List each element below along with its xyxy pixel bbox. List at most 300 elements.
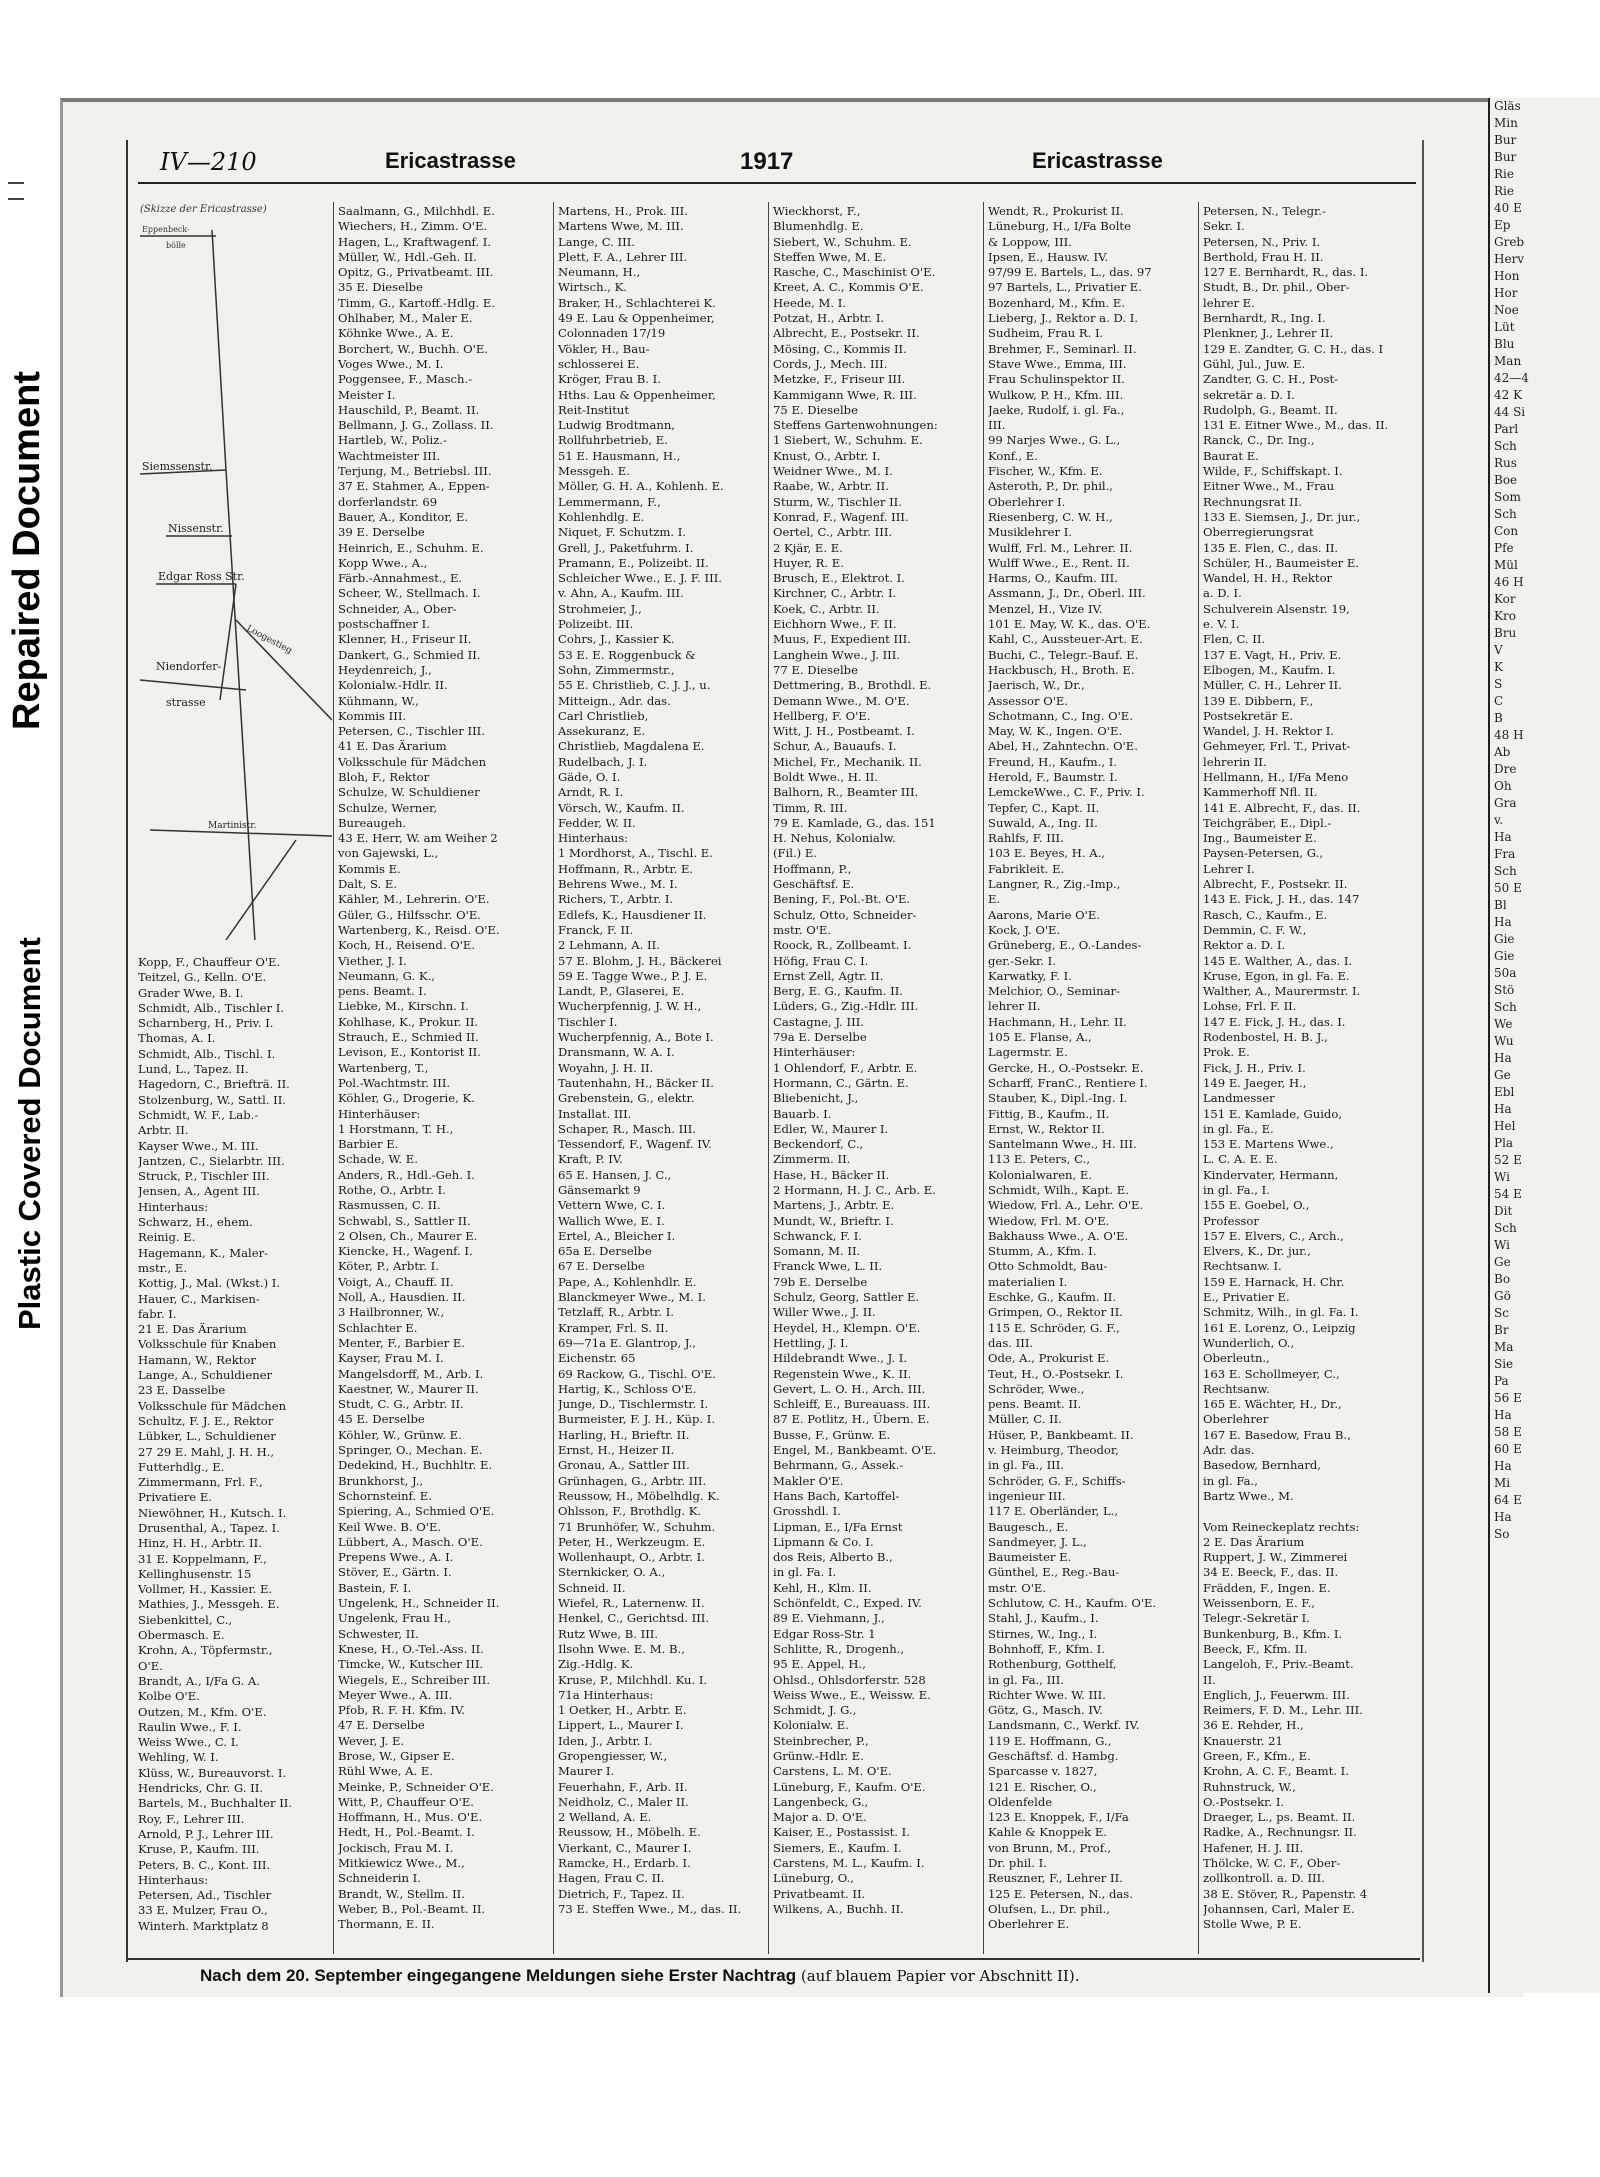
directory-entry: Strohmeier, J.,: [558, 601, 642, 616]
directory-entry: Grünhagen, G., Arbtr. III.: [558, 1473, 707, 1488]
directory-entry: Menter, F., Barbier E.: [338, 1335, 465, 1350]
directory-entry: Schlutow, C. H., Kaufm. O'E.: [988, 1596, 1157, 1611]
directory-entry: Gäde, O. I.: [558, 769, 621, 784]
adjacent-page-fragment: Hon: [1494, 269, 1520, 283]
directory-entry: mstr. O'E.: [988, 1580, 1047, 1595]
directory-entry: Bakhauss Wwe., A. O'E.: [988, 1228, 1129, 1243]
directory-entry: Poggensee, F., Masch.-: [338, 372, 473, 387]
adjacent-page-fragment: Sie: [1494, 1357, 1514, 1371]
directory-entry: Hartleb, W., Poliz.-: [338, 433, 447, 448]
directory-entry: Grünw.-Hdlr. E.: [773, 1748, 864, 1763]
directory-entry: Lipmann & Co. I.: [773, 1534, 874, 1549]
directory-entry: Fischer, W., Kfm. E.: [988, 464, 1103, 479]
directory-entry: Stirnes, W., Ing., I.: [988, 1626, 1098, 1641]
directory-entry: Rechnungsrat II.: [1203, 494, 1302, 509]
directory-entry: L. C. A. E. E.: [1203, 1152, 1278, 1167]
directory-entry: schlosserei E.: [558, 356, 640, 371]
directory-entry: Lüneburg, F., Kaufm. O'E.: [773, 1779, 926, 1794]
directory-entry: Roy, F., Lehrer III.: [138, 1811, 245, 1826]
directory-entry: Weissenborn, E. F.,: [1203, 1596, 1315, 1611]
directory-entry: Brose, W., Gipser E.: [338, 1748, 455, 1763]
directory-entry: Schmidt, Wilh., Kapt. E.: [988, 1183, 1129, 1197]
adjacent-page-fragment: Pfe: [1494, 541, 1514, 555]
directory-entry: Somann, M. II.: [773, 1244, 861, 1259]
directory-entry: Müller, C. H., Lehrer II.: [1203, 678, 1342, 693]
directory-entry: Sekr. I.: [1203, 219, 1245, 234]
directory-entry: Makler O'E.: [773, 1473, 844, 1488]
directory-entry: Güler, G., Hilfsschr. O'E.: [338, 907, 481, 922]
directory-entry: Michel, Fr., Mechanik. II.: [773, 754, 922, 769]
adjacent-page-fragment: S: [1494, 677, 1503, 691]
directory-entry: sekretär a. D. I.: [1203, 387, 1295, 402]
adjacent-page-fragment: Sch: [1494, 507, 1517, 521]
directory-column-5: [988, 204, 1195, 1933]
directory-entry: Mangelsdorff, M., Arb. I.: [338, 1366, 484, 1381]
directory-entry: Reit-Institut: [558, 402, 630, 417]
directory-entry: Gänsemarkt 9: [558, 1183, 641, 1197]
adjacent-page-fragment: Ha: [1494, 830, 1512, 844]
directory-entry: Wollenhaupt, O., Arbtr. I.: [558, 1550, 705, 1565]
adjacent-page-fragment: 42—4: [1494, 371, 1529, 385]
directory-entry: Weidner Wwe., M. I.: [773, 464, 893, 479]
directory-entry: Blanckmeyer Wwe., M. I.: [558, 1290, 706, 1305]
directory-entry: Saalmann, G., Milchhdl. E.: [338, 204, 495, 218]
directory-entry: Schwester, II.: [338, 1626, 419, 1641]
directory-entry: Scharnberg, H., Priv. I.: [138, 1016, 274, 1031]
directory-entry: Wandel, J. H. Rektor I.: [1203, 724, 1334, 739]
directory-entry: Sudheim, Frau R. I.: [988, 326, 1104, 341]
directory-entry: Thormann, E. II.: [338, 1917, 435, 1932]
directory-entry: Teut, H., O.-Postsekr. I.: [988, 1366, 1124, 1381]
directory-entry: Konf., E.: [988, 448, 1038, 463]
directory-entry: 97/99 E. Bartels, L., das. 97: [988, 265, 1152, 280]
directory-entry: Hinterhäuser:: [338, 1106, 421, 1121]
directory-entry: 161 E. Lorenz, O., Leipzig: [1203, 1320, 1356, 1335]
directory-entry: Hagen, Frau C. II.: [558, 1871, 665, 1886]
adjacent-page-fragment: 48 H: [1494, 728, 1524, 742]
directory-entry: Grader Wwe, B. I.: [138, 985, 244, 1000]
map-label-edgar-ross-str: Edgar Ross Str.: [158, 570, 245, 583]
directory-entry: Volksschule für Mädchen: [138, 1398, 287, 1413]
adjacent-page-fragment: Min: [1494, 116, 1518, 130]
directory-entry: Muus, F., Expedient III.: [773, 632, 911, 647]
directory-entry: Walther, A., Maurermstr. I.: [1203, 984, 1361, 999]
directory-entry: Volksschule für Knaben: [138, 1337, 277, 1352]
directory-entry: Stave Wwe., Emma, III.: [988, 356, 1127, 371]
directory-entry: Polizeibt. III.: [558, 617, 634, 632]
directory-entry: Reimers, F. D. M., Lehr. III.: [1203, 1703, 1363, 1718]
directory-entry: 59 E. Tagge Wwe., P. J. E.: [558, 968, 708, 983]
directory-entry: Möller, G. H. A., Kohlenh. E.: [558, 479, 724, 494]
directory-entry: Radke, A., Rechnungsr. II.: [1203, 1825, 1357, 1840]
directory-entry: Schaper, R., Masch. III.: [558, 1121, 697, 1136]
directory-entry: 49 E. Lau & Oppenheimer,: [558, 311, 715, 326]
directory-entry: Fittig, B., Kaufm., II.: [988, 1106, 1110, 1121]
directory-entry: Bohnhoff, F., Kfm. I.: [988, 1641, 1105, 1656]
directory-entry: Berthold, Frau H. II.: [1203, 249, 1324, 264]
adjacent-page-fragment: Hel: [1494, 1119, 1516, 1133]
directory-entry: Kellinghusenstr. 15: [138, 1566, 252, 1581]
directory-entry: Schneid. II.: [558, 1580, 626, 1595]
directory-entry: Stauber, K., Dipl.-Ing. I.: [988, 1091, 1128, 1106]
directory-entry: Wartenberg, T.,: [338, 1060, 429, 1075]
directory-entry: Dr. phil. I.: [988, 1856, 1047, 1871]
directory-entry: Jaeke, Rudolf, i. gl. Fa.,: [988, 402, 1125, 417]
directory-entry: e. V. I.: [1203, 617, 1240, 632]
directory-entry: 65 E. Hansen, J. C.,: [558, 1167, 672, 1182]
directory-entry: Eitner Wwe., M., Frau: [1203, 479, 1335, 494]
directory-entry: Steinbrecher, P.,: [773, 1733, 869, 1748]
adjacent-page-fragment: B: [1494, 711, 1503, 725]
directory-entry: Kähler, M., Lehrerin. O'E.: [338, 892, 490, 907]
directory-entry: Otto Schmoldt, Bau-: [988, 1259, 1108, 1274]
directory-entry: 115 E. Schröder, G. F.,: [988, 1320, 1120, 1335]
directory-entry: Green, F., Kfm., E.: [1203, 1748, 1311, 1763]
directory-entry: lehrer II.: [988, 999, 1041, 1014]
directory-entry: Rudolph, G., Beamt. II.: [1203, 402, 1338, 417]
directory-entry: Wandel, H. H., Rektor: [1203, 571, 1333, 586]
directory-entry: Teichgräber, E., Dipl.-: [1203, 815, 1332, 830]
adjacent-page-fragment: 42 K: [1494, 388, 1523, 402]
directory-entry: 87 E. Potlitz, H., Übern. E.: [773, 1412, 930, 1427]
directory-entry: Stöver, E., Gärtn. I.: [338, 1565, 452, 1580]
adjacent-page-fragment: Bru: [1494, 626, 1517, 640]
directory-entry: Ohlhaber, M., Maler E.: [338, 311, 473, 326]
directory-entry: Vierkant, C., Maurer I.: [558, 1840, 692, 1855]
adjacent-page-fragment: Bo: [1494, 1272, 1511, 1286]
map-label-loogestieg: Loogestieg: [244, 623, 294, 657]
directory-entry: Hans Bach, Kartoffel-: [773, 1488, 900, 1503]
directory-entry: Sternkicker, O. A.,: [558, 1565, 666, 1580]
directory-entry: Kolbe O'E.: [138, 1689, 200, 1704]
directory-entry: Lübbert, A., Masch. O'E.: [338, 1534, 483, 1549]
map-label-strasse: strasse: [166, 696, 206, 709]
directory-entry: 95 E. Appel, H.,: [773, 1657, 866, 1672]
directory-entry: Geschäftsf. d. Hambg.: [988, 1748, 1119, 1763]
directory-entry: Gropengiesser, W.,: [558, 1748, 668, 1763]
directory-entry: Meister I.: [338, 387, 396, 402]
directory-entry: Schmidt, W. F., Lab.-: [138, 1107, 259, 1122]
directory-entry: Dettmering, B., Brothdl. E.: [773, 678, 932, 693]
directory-entry: Landt, P., Glaserei, E.: [558, 984, 685, 999]
directory-entry: Ernst, W., Rektor II.: [988, 1121, 1105, 1136]
directory-entry: Ilsohn Wwe. E. M. B.,: [558, 1641, 685, 1656]
directory-entry: Witt, P., Chauffeur O'E.: [338, 1794, 474, 1809]
directory-entry: Rothenburg, Gotthelf,: [988, 1657, 1117, 1672]
directory-entry: 117 E. Oberländer, L.,: [988, 1504, 1119, 1519]
directory-entry: Hildebrandt Wwe., J. I.: [773, 1351, 908, 1366]
directory-entry: Willer Wwe., J. II.: [773, 1305, 876, 1320]
directory-entry: Kruse, Egon, in gl. Fa. E.: [1203, 968, 1350, 983]
directory-entry: Flen, C. II.: [1203, 632, 1266, 647]
adjacent-page-fragment: 54 E: [1494, 1187, 1522, 1201]
directory-entry: 137 E. Vagt, H., Priv. E.: [1203, 647, 1342, 662]
adjacent-page-fragment: 64 E: [1494, 1493, 1522, 1507]
directory-entry: 47 E. Derselbe: [338, 1718, 425, 1733]
directory-entry: Scharff, FranC., Rentiere I.: [988, 1075, 1148, 1090]
directory-entry: O.-Postsekr. I.: [1203, 1794, 1285, 1809]
adjacent-page-fragment: Con: [1494, 524, 1519, 538]
directory-entry: 2 Welland, A. E.: [558, 1810, 652, 1825]
directory-entry: Wiechers, H., Zimm. O'E.: [338, 219, 488, 234]
directory-entry: Schulze, W. Schuldiener: [338, 785, 480, 800]
tick-mark: [8, 182, 24, 184]
directory-entry: Hackbusch, H., Broth. E.: [988, 662, 1135, 677]
directory-entry: 143 E. Fick, J. H., das. 147: [1203, 892, 1360, 907]
directory-entry: Heinrich, E., Schuhm. E.: [338, 540, 484, 555]
directory-entry: Heede, M. I.: [773, 295, 846, 310]
directory-entry: 34 E. Beeck, F., das. II.: [1203, 1565, 1339, 1580]
directory-entry: Rektor a. D. I.: [1203, 938, 1286, 953]
directory-entry: Schulverein Alsenstr. 19,: [1203, 601, 1350, 616]
year-title: 1917: [740, 148, 794, 175]
directory-entry: Johannsen, Carl, Maler E.: [1203, 1901, 1355, 1916]
directory-entry: Dankert, G., Schmied II.: [338, 647, 481, 662]
directory-entry: Thomas, A. I.: [138, 1031, 216, 1046]
directory-entry: Kopp Wwe., A.,: [338, 555, 428, 570]
directory-entry: Kaestner, W., Maurer II.: [338, 1381, 479, 1396]
directory-entry: Schönfeldt, C., Exped. IV.: [773, 1596, 922, 1611]
directory-entry: Kommis E.: [338, 861, 401, 876]
directory-entry: Günthel, E., Reg.-Bau-: [988, 1565, 1120, 1580]
directory-entry: Behrens Wwe., M. I.: [558, 877, 678, 892]
directory-entry: Santelmann Wwe., H. III.: [988, 1137, 1137, 1152]
directory-entry: Obermasch. E.: [138, 1628, 225, 1643]
directory-entry: Messgeh. E.: [558, 464, 630, 479]
directory-entry: Martens, J., Arbtr. E.: [773, 1198, 895, 1213]
directory-entry: v. Heimburg, Theodor,: [988, 1443, 1119, 1458]
adjacent-page-fragment: Ebl: [1494, 1085, 1515, 1099]
directory-entry: in gl. Fa., E.: [1203, 1121, 1274, 1136]
directory-entry: Fedder, W. II.: [558, 815, 636, 830]
directory-entry: Hase, H., Bäcker II.: [773, 1167, 890, 1182]
directory-entry: Potzat, H., Arbtr. I.: [773, 311, 885, 326]
directory-entry: Kraft, P. IV.: [558, 1152, 623, 1167]
adjacent-page-fragment: Ha: [1494, 1102, 1512, 1116]
directory-entry: Lemmermann, F.,: [558, 494, 661, 509]
directory-entry: Langner, R., Zig.-Imp.,: [988, 877, 1121, 892]
adjacent-page-fragment: Lüt: [1494, 320, 1515, 334]
directory-entry: 147 E. Fick, J. H., das. I.: [1203, 1014, 1346, 1029]
directory-entry: Hoffmann, H., Mus. O'E.: [338, 1810, 483, 1825]
adjacent-page-strip: [1488, 98, 1600, 1993]
column-divider: [768, 202, 769, 1954]
directory-entry: Lund, L., Tapez. II.: [138, 1062, 249, 1077]
directory-entry: postschaffner I.: [338, 617, 430, 632]
directory-entry: 23 E. Dasselbe: [138, 1383, 226, 1398]
directory-entry: Schleiff, E., Bureauass. III.: [773, 1397, 931, 1412]
directory-entry: Krohn, A., Töpfermstr.,: [138, 1643, 273, 1658]
directory-entry: 75 E. Dieselbe: [773, 402, 858, 417]
directory-entry: Vom Reineckeplatz rechts:: [1203, 1519, 1360, 1534]
directory-entry: Melchior, O., Seminar-: [988, 984, 1120, 999]
directory-entry: Langhein Wwe., J. III.: [773, 647, 900, 662]
directory-entry: Kahl, C., Aussteuer-Art. E.: [988, 632, 1143, 647]
directory-entry: Rutz Wwe, B. III.: [558, 1626, 659, 1641]
directory-entry: Scheer, W., Stellmach. I.: [338, 586, 481, 601]
directory-entry: Petersen, C., Tischler III.: [338, 724, 485, 739]
directory-entry: Kolonialw. E.: [773, 1718, 849, 1733]
street-title-left: Ericastrasse: [385, 148, 516, 173]
directory-entry: Hauschild, P., Beamt. II.: [338, 402, 480, 417]
directory-entry: 69—71a E. Glantrop, J.,: [558, 1335, 696, 1350]
directory-entry: Musiklehrer I.: [988, 525, 1072, 540]
directory-entry: Plett, F. A., Lehrer III.: [558, 249, 688, 264]
directory-entry: Buchi, C., Telegr.-Bauf. E.: [988, 647, 1139, 662]
directory-entry: Fick, J. H., Priv. I.: [1203, 1060, 1306, 1075]
directory-entry: Schotmann, C., Ing. O'E.: [988, 708, 1133, 723]
directory-entry: & Loppow, III.: [988, 234, 1072, 249]
directory-entry: Junge, D., Tischlermstr. I.: [558, 1397, 709, 1412]
adjacent-page-fragment: Ge: [1494, 1068, 1511, 1082]
directory-entry: Volksschule für Mädchen: [338, 754, 487, 769]
directory-entry: Draeger, L., ps. Beamt. II.: [1203, 1810, 1356, 1825]
directory-entry: Wendt, R., Prokurist II.: [988, 204, 1124, 218]
directory-entry: 71a Hinterhaus:: [558, 1687, 654, 1702]
directory-entry: Opitz, G., Privatbeamt. III.: [338, 265, 494, 280]
directory-entry: E., Privatier E.: [1203, 1290, 1290, 1305]
directory-entry: von Gajewski, L.,: [338, 846, 439, 861]
directory-entry: Koek, C., Arbtr. II.: [773, 601, 880, 616]
directory-entry: Balhorn, R., Beamter III.: [773, 785, 919, 800]
directory-entry: O'E.: [138, 1658, 163, 1673]
directory-entry: Ramcke, H., Erdarb. I.: [558, 1856, 691, 1871]
directory-entry: 21 E. Das Ärarium: [138, 1322, 247, 1337]
directory-entry: Spiering, A., Schmied O'E.: [338, 1504, 495, 1519]
directory-entry: Rodenbostel, H. B. J.,: [1203, 1030, 1328, 1045]
directory-entry: Liebke, M., Kirschn. I.: [338, 999, 469, 1014]
directory-entry: Richter Wwe. W. III.: [988, 1687, 1106, 1702]
directory-entry: Edler, W., Maurer I.: [773, 1121, 889, 1136]
directory-entry: Müller, C. II.: [988, 1412, 1062, 1427]
directory-entry: Ohlsd., Ohlsdorferstr. 528: [773, 1672, 926, 1687]
directory-entry: 2 Olsen, Ch., Maurer E.: [338, 1228, 478, 1243]
directory-entry: Hagemann, K., Maler-: [138, 1245, 269, 1260]
directory-entry: Ohlsson, F., Brothdlg. K.: [558, 1504, 702, 1519]
directory-entry: LemckeWwe., C. F., Priv. I.: [988, 785, 1145, 800]
directory-entry: Viether, J. I.: [338, 953, 407, 968]
directory-entry: Assmann, J., Dr., Oberl. III.: [988, 586, 1146, 601]
directory-entry: Cords, J., Mech. III.: [773, 356, 888, 371]
directory-entry: Hinterhaus:: [558, 831, 629, 846]
adjacent-page-fragment: Boe: [1494, 473, 1518, 487]
directory-entry: Wulff, Frl. M., Lehrer. II.: [988, 540, 1133, 555]
adjacent-page-fragment: Bur: [1494, 150, 1517, 164]
directory-entry: Kramper, Frl. S. II.: [558, 1320, 669, 1335]
directory-entry: in gl. Fa.,: [1203, 1473, 1258, 1488]
directory-entry: Mitkiewicz Wwe., M.,: [338, 1856, 465, 1871]
directory-entry: Timcke, W., Kutscher III.: [338, 1657, 484, 1672]
directory-entry: Wiefel, R., Laternenw. II.: [558, 1596, 705, 1611]
directory-entry: Niquet, F. Schutzm. I.: [558, 525, 687, 540]
directory-entry: Castagne, J. III.: [773, 1014, 864, 1029]
directory-entry: Assekuranz, E.: [558, 724, 646, 739]
directory-entry: Schneider, A., Ober-: [338, 601, 457, 616]
directory-entry: Elvers, K., Dr. jur.,: [1203, 1244, 1311, 1259]
directory-entry: 2 E. Das Ärarium: [1203, 1534, 1305, 1549]
directory-entry: Struck, P., Tischler III.: [138, 1169, 270, 1184]
directory-entry: Gevert, L. O. H., Arch. III.: [773, 1381, 926, 1396]
directory-entry: Freund, H., Kaufm., I.: [988, 754, 1117, 769]
directory-entry: Rollfuhrbetrieb, E.: [558, 433, 668, 448]
directory-entry: Schlachter E.: [338, 1320, 418, 1335]
adjacent-page-fragment: 44 Si: [1494, 405, 1526, 419]
directory-entry: Regenstein Wwe., K. II.: [773, 1366, 912, 1381]
adjacent-page-fragment: 60 E: [1494, 1442, 1522, 1456]
directory-entry: Wehling, W. I.: [138, 1750, 219, 1765]
directory-entry: Tautenhahn, H., Bäcker II.: [558, 1075, 714, 1090]
adjacent-page-fragment: Stö: [1494, 983, 1515, 997]
directory-entry: Siebert, W., Schuhm. E.: [773, 234, 912, 249]
directory-entry: Schwabl, S., Sattler II.: [338, 1213, 471, 1228]
directory-entry: Metzke, F., Friseur III.: [773, 372, 906, 387]
directory-entry: v. Ahn, A., Kaufm. III.: [558, 586, 684, 601]
directory-entry: Rasche, C., Maschinist O'E.: [773, 265, 936, 280]
directory-entry: Elbogen, M., Kaufm. I.: [1203, 662, 1336, 677]
directory-entry: Oldenfelde: [988, 1794, 1053, 1809]
directory-entry: Klenner, H., Friseur II.: [338, 632, 472, 647]
adjacent-page-fragment: Bur: [1494, 133, 1517, 147]
directory-entry: Pape, A., Kohlenhdlr. E.: [558, 1274, 697, 1289]
directory-entry: Hafener, H. J. III.: [1203, 1840, 1304, 1855]
directory-entry: Schwarz, H., ehem.: [138, 1215, 253, 1230]
directory-entry: Hinterhaus:: [138, 1199, 209, 1214]
directory-entry: Noll, A., Hausdien. II.: [338, 1290, 466, 1305]
adjacent-page-fragment: Wu: [1494, 1034, 1514, 1048]
directory-entry: Schwanck, F. I.: [773, 1228, 862, 1243]
street-title-right: Ericastrasse: [1032, 148, 1163, 173]
directory-entry: Rahlfs, F. III.: [988, 831, 1064, 846]
directory-entry: 1 Ohlendorf, F., Arbtr. E.: [773, 1060, 918, 1075]
directory-entry: Kayser, Frau M. I.: [338, 1351, 444, 1366]
adjacent-page-fragment: V: [1494, 643, 1503, 657]
directory-entry: Knust, O., Arbtr. I.: [773, 448, 881, 463]
directory-entry: Zig.-Hdlg. K.: [558, 1657, 634, 1672]
directory-entry: Woyahn, J. H. II.: [558, 1060, 654, 1075]
directory-entry: Brehmer, F., Seminarl. II.: [988, 341, 1137, 356]
directory-entry: Höfig, Frau C. I.: [773, 953, 869, 968]
directory-entry: Dalt, S. E.: [338, 877, 397, 892]
directory-entry: Lüneburg, O.,: [773, 1871, 854, 1886]
directory-entry: Grüneberg, E., O.-Landes-: [988, 938, 1142, 953]
directory-entry: 2 Hormann, H. J. C., Arb. E.: [773, 1183, 936, 1197]
directory-entry: Ruhnstruck, W.,: [1203, 1779, 1296, 1794]
directory-entry: Engel, M., Bankbeamt. O'E.: [773, 1443, 937, 1458]
directory-entry: Reinig. E.: [138, 1230, 196, 1245]
directory-entry: Köhler, G., Drogerie, K.: [338, 1091, 475, 1106]
adjacent-page-fragment: Gläs: [1494, 99, 1521, 113]
directory-entry: Stolzenburg, W., Sattl. II.: [138, 1092, 286, 1107]
directory-entry: 73 E. Steffen Wwe., M., das. II.: [558, 1901, 742, 1916]
column-divider: [553, 202, 554, 1954]
directory-entry: Ranck, C., Dr. Ing.,: [1203, 433, 1315, 448]
directory-entry: 141 E. Albrecht, F., das. II.: [1203, 800, 1361, 815]
adjacent-page-fragment: 52 E: [1494, 1153, 1522, 1167]
directory-entry: Hellmann, H., I/Fa Meno: [1203, 769, 1349, 784]
directory-entry: Privatbeamt. II.: [773, 1886, 866, 1901]
directory-entry: Arbtr. II.: [138, 1123, 189, 1138]
directory-entry: II.: [1203, 1672, 1216, 1687]
directory-entry: Bernhardt, R., Ing. I.: [1203, 311, 1326, 326]
directory-entry: Weber, B., Pol.-Beamt. II.: [338, 1901, 486, 1916]
adjacent-page-fragment: Sch: [1494, 864, 1517, 878]
directory-entry: Hormann, C., Gärtn. E.: [773, 1075, 909, 1090]
directory-entry: mstr. O'E.: [773, 922, 832, 937]
directory-entry: 57 E. Blohm, J. H., Bäckerei: [558, 953, 722, 968]
directory-entry: Edgar Ross-Str. 1: [773, 1626, 876, 1641]
directory-entry: Steffen Wwe, M. E.: [773, 249, 887, 264]
directory-entry: Pramann, E., Polizeibt. II.: [558, 555, 709, 570]
